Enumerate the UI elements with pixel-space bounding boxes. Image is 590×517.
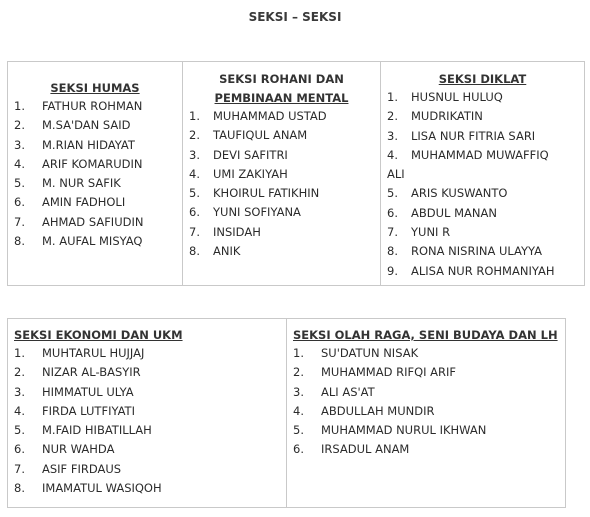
sections-table-bottom [7, 318, 566, 508]
member-name: TAUFIQUL ANAM [213, 128, 308, 143]
section-diklat [381, 62, 585, 286]
list-item [381, 262, 584, 281]
list-item [8, 116, 182, 135]
member-name: INSIDAH [213, 224, 261, 239]
list-item [8, 97, 182, 116]
member-name: DEVI SAFITRI [213, 147, 288, 162]
list-item [8, 383, 286, 402]
item-number: 5. [387, 186, 398, 201]
member-list [183, 107, 380, 261]
member-name: LISA NUR FITRIA SARI [411, 128, 536, 143]
item-number: 4. [14, 403, 25, 418]
item-number: 4. [293, 403, 304, 418]
item-number: 4. [189, 166, 200, 181]
item-number: 8. [387, 244, 398, 259]
list-item [8, 136, 182, 155]
list-item [381, 223, 584, 242]
list-item [381, 242, 584, 261]
member-list [287, 344, 565, 460]
member-name: AMIN FADHOLI [42, 195, 126, 210]
member-name: M.RIAN HIDAYAT [42, 137, 135, 152]
item-number: 4. [387, 147, 398, 162]
list-item [287, 344, 565, 363]
item-number: 2. [293, 365, 304, 380]
section-humas [8, 62, 183, 286]
item-number: 9. [387, 263, 398, 278]
member-name: FIRDA LUTFIYATI [42, 403, 135, 418]
item-number: 1. [14, 346, 25, 360]
list-item [381, 107, 584, 126]
list-item [183, 223, 380, 242]
member-list [8, 97, 182, 251]
sections-table-top [7, 61, 585, 286]
item-number: 2. [189, 128, 200, 143]
list-item [183, 184, 380, 203]
list-item [381, 184, 584, 203]
member-list [8, 344, 286, 498]
item-number: 5. [293, 423, 304, 438]
member-name: MUDRIKATIN [411, 109, 483, 124]
list-item [287, 383, 565, 402]
item-number: 2. [387, 109, 398, 124]
member-name: RONA NISRINA ULAYYA [411, 244, 543, 259]
item-number: 8. [14, 234, 25, 249]
member-name: FATHUR ROHMAN [42, 99, 143, 113]
list-item [183, 126, 380, 145]
member-name: AHMAD SAFIUDIN [42, 214, 144, 229]
member-name: UMI ZAKIYAH [213, 166, 288, 181]
member-name: MUHAMMAD USTAD [213, 109, 327, 123]
list-item [287, 363, 565, 382]
item-number: 5. [14, 176, 25, 191]
list-item [287, 440, 565, 459]
item-number: 6. [14, 442, 25, 457]
list-item [183, 146, 380, 165]
section-olah-raga [287, 319, 566, 508]
section-heading-line-1: SEKSI ROHANI DAN [219, 72, 344, 86]
member-name: HUSNUL HULUQ [411, 90, 503, 104]
member-name: MUHAMMAD MUWAFFIQ [411, 147, 549, 162]
item-number: 3. [14, 384, 25, 399]
member-name: MUHTARUL HUJJAJ [42, 346, 145, 360]
item-number: 2. [14, 118, 25, 133]
item-number: 7. [189, 224, 200, 239]
page-title: SEKSI – SEKSI [248, 10, 342, 24]
item-number: 7. [14, 461, 25, 476]
member-name: ABDULLAH MUNDIR [321, 403, 435, 418]
member-name: SU'DATUN NISAK [321, 346, 419, 360]
item-number: 6. [189, 205, 200, 220]
member-name: ARIS KUSWANTO [411, 186, 508, 201]
member-name: KHOIRUL FATIKHIN [213, 186, 320, 201]
member-name: M.SA'DAN SAID [42, 118, 131, 133]
item-number: 6. [387, 205, 398, 220]
list-item [8, 402, 286, 421]
list-item [381, 204, 584, 223]
item-number: 3. [14, 137, 25, 152]
list-item [8, 363, 286, 382]
member-name: ARIF KOMARUDIN [42, 156, 143, 171]
item-number: 3. [189, 147, 200, 162]
list-item [183, 107, 380, 126]
item-number: 3. [387, 128, 398, 143]
member-list [381, 88, 584, 281]
member-name: YUNI SOFIYANA [213, 205, 301, 220]
item-number: 6. [293, 442, 304, 457]
list-item [381, 127, 584, 146]
list-item [183, 165, 380, 184]
item-number: 7. [387, 225, 398, 240]
item-number: 7. [14, 214, 25, 229]
item-number: 2. [14, 365, 25, 380]
item-number: 5. [14, 423, 25, 438]
member-name: IMAMATUL WASIQOH [42, 481, 162, 496]
section-heading: SEKSI EKONOMI DAN UKM [14, 328, 183, 342]
section-heading: SEKSI HUMAS [50, 81, 140, 95]
list-item [8, 232, 182, 251]
item-number: 1. [387, 90, 398, 104]
item-number: 1. [293, 346, 304, 360]
list-item [8, 421, 286, 440]
list-item [287, 402, 565, 421]
item-number: 5. [189, 186, 200, 201]
list-item [8, 174, 182, 193]
member-name: IRSADUL ANAM [321, 442, 410, 457]
section-heading: SEKSI OLAH RAGA, SENI BUDAYA DAN LH [293, 328, 558, 342]
member-name: M. AUFAL MISYAQ [42, 234, 143, 249]
list-item [8, 460, 286, 479]
member-name: NUR WAHDA [42, 442, 115, 457]
member-name: M.FAID HIBATILLAH [42, 423, 152, 438]
list-item [381, 146, 584, 165]
member-name: ABDUL MANAN [411, 205, 497, 220]
member-name: ANIK [213, 244, 241, 259]
item-number: 6. [14, 195, 25, 210]
member-name: ASIF FIRDAUS [42, 461, 122, 476]
list-item [8, 213, 182, 232]
section-rohani [183, 62, 381, 286]
list-item [287, 421, 565, 440]
item-number: 8. [189, 244, 200, 259]
member-name: YUNI R [411, 225, 451, 240]
member-name: MUHAMMAD RIFQI ARIF [321, 365, 457, 380]
list-item [183, 242, 380, 261]
list-item [8, 155, 182, 174]
member-name: HIMMATUL ULYA [42, 384, 134, 399]
item-number: 8. [14, 481, 25, 496]
list-item [8, 344, 286, 363]
list-item [8, 479, 286, 498]
section-heading-line-2: PEMBINAAN MENTAL [214, 91, 349, 105]
member-name: ALISA NUR ROHMANIYAH [411, 263, 555, 278]
item-number: 3. [293, 384, 304, 399]
item-number: 1. [14, 99, 25, 113]
list-item [8, 193, 182, 212]
list-item [183, 203, 380, 222]
member-name: MUHAMMAD NURUL IKHWAN [321, 423, 487, 438]
list-item [381, 165, 584, 184]
item-number: 4. [14, 156, 25, 171]
list-item [381, 88, 584, 107]
member-name: NIZAR AL-BASYIR [42, 365, 141, 380]
section-ekonomi [8, 319, 287, 508]
section-heading: SEKSI DIKLAT [438, 72, 527, 86]
member-name: ALI AS'AT [321, 384, 375, 399]
item-number: ALI [387, 167, 405, 182]
list-item [8, 440, 286, 459]
member-name: M. NUR SAFIK [42, 176, 121, 191]
item-number: 1. [189, 109, 200, 123]
